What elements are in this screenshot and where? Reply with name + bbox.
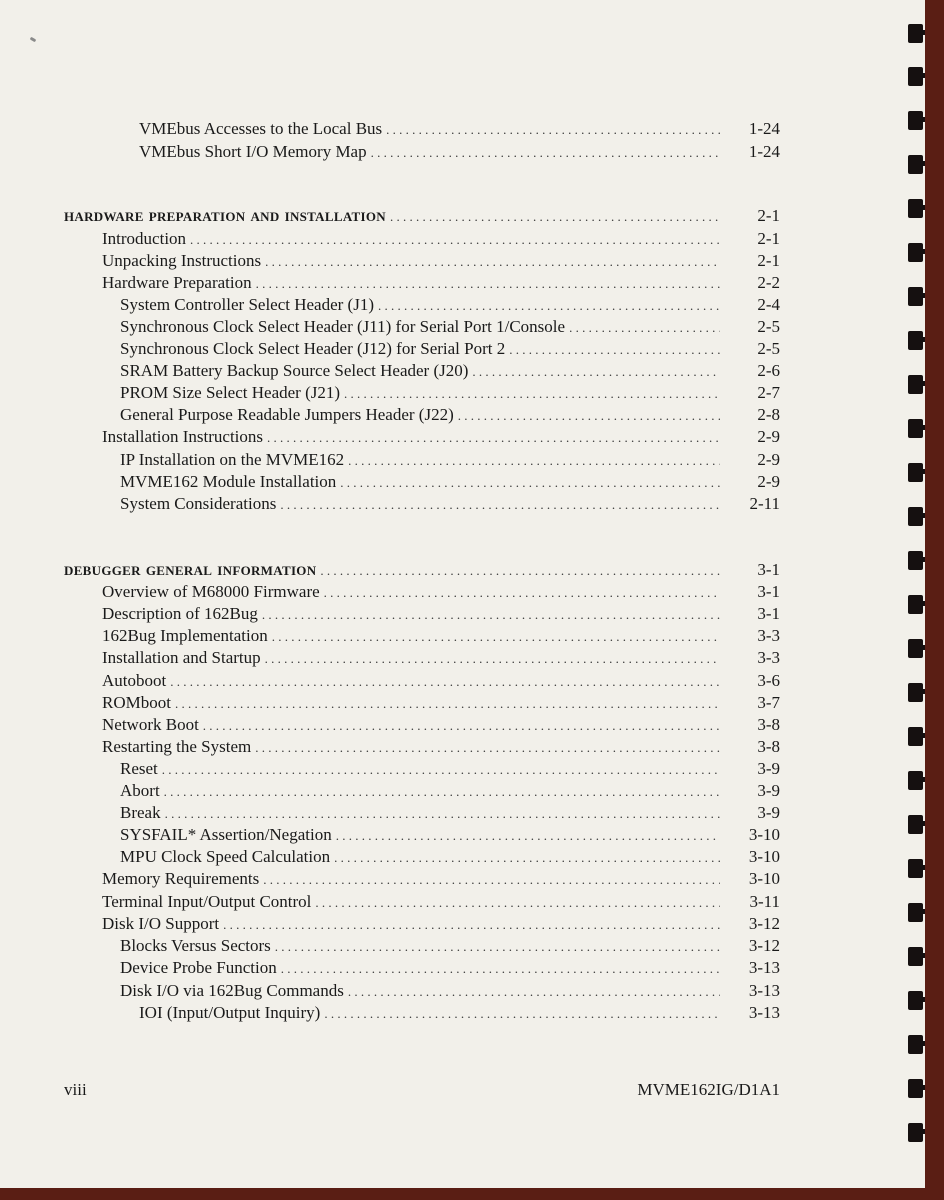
paper-speck [30, 37, 37, 43]
binding-hole [908, 199, 923, 218]
toc-entry-title: Introduction [102, 229, 187, 248]
leader-dots [348, 980, 720, 1003]
toc-entry-page: 3-3 [757, 648, 780, 667]
toc-entry-title: Memory Requirements [102, 869, 260, 888]
leader-dots [272, 625, 720, 648]
toc-entry [120, 802, 780, 824]
leader-dots [203, 714, 720, 737]
toc-entry-page: 3-10 [748, 847, 780, 866]
toc-entry-title: SRAM Battery Backup Source Select Header (J20) [120, 361, 469, 380]
footer-page-number: viii [64, 1080, 87, 1099]
toc-entry-title: Abort [120, 781, 160, 800]
toc-entry [120, 758, 780, 780]
leader-dots [315, 891, 720, 914]
leader-dots [390, 205, 720, 228]
leader-dots [340, 471, 720, 494]
toc-entry-page: 3-13 [748, 1003, 780, 1022]
toc-entry [102, 692, 780, 714]
binding-hole [908, 507, 923, 526]
binding-hole [908, 24, 923, 43]
toc-entry [102, 250, 780, 272]
toc-entry [120, 316, 780, 338]
toc-entry-page: 3-9 [757, 781, 780, 800]
toc-entry-page: 3-9 [757, 759, 780, 778]
binding-hole [908, 243, 923, 262]
toc-entry-title: Network Boot [102, 715, 199, 734]
toc-entry-page: 3-1 [757, 604, 780, 623]
binding-hole [908, 551, 923, 570]
binding-hole [908, 1035, 923, 1054]
toc-entry-title: Reset [120, 759, 158, 778]
chapter-title: debugger general information [64, 559, 317, 580]
toc-entry-page: 3-1 [757, 582, 780, 601]
chapter-heading [64, 205, 780, 227]
leader-dots [378, 294, 720, 317]
toc-entry-page: 2-1 [757, 229, 780, 248]
leader-dots [275, 935, 720, 958]
toc-entry-page: 2-11 [749, 494, 780, 513]
toc-entry-page: 3-13 [748, 958, 780, 977]
toc-entry [120, 294, 780, 316]
leader-dots [262, 603, 720, 626]
chapter-page: 2-1 [757, 206, 780, 225]
toc-entry-page: 3-8 [757, 715, 780, 734]
toc-entry [120, 338, 780, 360]
binding-hole [908, 1079, 923, 1098]
toc-entry [102, 868, 780, 890]
toc-entry [120, 980, 780, 1002]
binding-hole [908, 683, 923, 702]
toc-entry-title: Installation and Startup [102, 648, 261, 667]
toc-entry-title: VMEbus Accesses to the Local Bus [139, 119, 383, 138]
toc-entry-title: Break [120, 803, 161, 822]
toc-entry-title: Autoboot [102, 671, 167, 690]
leader-dots [281, 957, 720, 980]
toc-entry-title: Hardware Preparation [102, 273, 252, 292]
binding-hole [908, 287, 923, 306]
toc-entry-title: Device Probe Function [120, 958, 277, 977]
toc-entry-title: IOI (Input/Output Inquiry) [139, 1003, 321, 1022]
binding-hole [908, 111, 923, 130]
toc-entry [102, 625, 780, 647]
toc-entry-page: 3-12 [748, 936, 780, 955]
toc-entry-page: 2-2 [757, 273, 780, 292]
toc-entry-title: SYSFAIL* Assertion/Negation [120, 825, 332, 844]
toc-entry-page: 2-5 [757, 317, 780, 336]
toc-entry-title: Restarting the System [102, 737, 252, 756]
toc-entry-title: Overview of M68000 Firmware [102, 582, 320, 601]
toc-entry-title: Disk I/O Support [102, 914, 220, 933]
toc-entry [102, 736, 780, 758]
leader-dots [320, 559, 720, 582]
leader-dots [324, 581, 720, 604]
binding-hole [908, 727, 923, 746]
toc-entry [120, 449, 780, 471]
toc-entry-page: 2-7 [757, 383, 780, 402]
toc-entry-page: 2-9 [757, 450, 780, 469]
toc-entry-title: System Considerations [120, 494, 277, 513]
toc-entry-title: MVME162 Module Installation [120, 472, 337, 491]
toc-entry [120, 493, 780, 515]
leader-dots [267, 426, 720, 449]
leader-dots [336, 824, 720, 847]
leader-dots [175, 692, 720, 715]
binding-hole [908, 991, 923, 1010]
toc-entry [120, 824, 780, 846]
toc-entry [102, 714, 780, 736]
leader-dots [164, 780, 720, 803]
toc-entry [120, 404, 780, 426]
toc-entry-title: VMEbus Short I/O Memory Map [139, 142, 367, 161]
toc-entry-title: Blocks Versus Sectors [120, 936, 271, 955]
toc-entry-page: 3-10 [748, 869, 780, 888]
binding-hole [908, 155, 923, 174]
binding-hole [908, 595, 923, 614]
leader-dots [569, 316, 720, 339]
leader-dots [348, 449, 720, 472]
toc-entry [102, 272, 780, 294]
chapter-title: hardware preparation and installation [64, 205, 386, 226]
leader-dots [265, 647, 720, 670]
toc-entry-page: 2-8 [757, 405, 780, 424]
toc-entry [139, 141, 780, 163]
toc-entry-page: 2-4 [757, 295, 780, 314]
binding-hole [908, 771, 923, 790]
toc-entry-title: Synchronous Clock Select Header (J12) for Serial Port 2 [120, 339, 506, 358]
toc-entry-title: MPU Clock Speed Calculation [120, 847, 331, 866]
toc-entry-page: 2-1 [757, 251, 780, 270]
leader-dots [280, 493, 720, 516]
toc-entry-page: 2-6 [757, 361, 780, 380]
toc-entry [102, 228, 780, 250]
leader-dots [263, 868, 720, 891]
toc-entry-page: 3-6 [757, 671, 780, 690]
toc-entry [120, 471, 780, 493]
binding-hole [908, 375, 923, 394]
leader-dots [162, 758, 720, 781]
toc-entry [102, 891, 780, 913]
leader-dots [386, 118, 720, 141]
toc-entry-page: 3-3 [757, 626, 780, 645]
toc-entry [102, 670, 780, 692]
toc-entry-page: 3-9 [757, 803, 780, 822]
toc-entry [120, 360, 780, 382]
toc-entry [120, 846, 780, 868]
toc-entry-title: Description of 162Bug [102, 604, 258, 623]
toc-entry-page: 3-8 [757, 737, 780, 756]
binding-hole [908, 903, 923, 922]
leader-dots [334, 846, 720, 869]
toc-entry [102, 426, 780, 448]
toc-entry [102, 603, 780, 625]
toc-entry-title: ROMboot [102, 693, 171, 712]
toc-entry-page: 2-9 [757, 472, 780, 491]
binding-hole [908, 815, 923, 834]
footer-document-id: MVME162IG/D1A1 [637, 1080, 780, 1099]
leader-dots [324, 1002, 720, 1025]
toc-entry [102, 581, 780, 603]
leader-dots [190, 228, 720, 251]
leader-dots [255, 736, 720, 759]
binding-hole [908, 947, 923, 966]
leader-dots [458, 404, 720, 427]
binding-hole [908, 463, 923, 482]
toc-entry-page: 2-5 [757, 339, 780, 358]
toc-entry [120, 935, 780, 957]
toc-entry [139, 1002, 780, 1024]
toc-entry-title: Installation Instructions [102, 427, 264, 446]
toc-entry-title: 162Bug Implementation [102, 626, 268, 645]
toc-entry-title: Disk I/O via 162Bug Commands [120, 981, 344, 1000]
toc-entry [120, 957, 780, 979]
toc-entry-page: 1-24 [748, 142, 780, 161]
toc-entry-title: IP Installation on the MVME162 [120, 450, 345, 469]
binding-hole [908, 67, 923, 86]
toc-entry-title: Synchronous Clock Select Header (J11) for Serial Port 1/Console [120, 317, 566, 336]
toc-entry-page: 3-11 [749, 892, 780, 911]
toc-entry-title: System Controller Select Header (J1) [120, 295, 374, 314]
toc-entry [102, 913, 780, 935]
spiral-binding [901, 0, 925, 1188]
leader-dots [256, 272, 720, 295]
toc-entry [102, 647, 780, 669]
toc-entry-title: Unpacking Instructions [102, 251, 262, 270]
leader-dots [371, 141, 720, 164]
toc-entry-page: 2-9 [757, 427, 780, 446]
toc-entry-title: Terminal Input/Output Control [102, 892, 312, 911]
leader-dots [170, 670, 720, 693]
binding-hole [908, 331, 923, 350]
chapter-heading [64, 559, 780, 581]
toc-entry-title: PROM Size Select Header (J21) [120, 383, 341, 402]
toc-entry-page: 3-10 [748, 825, 780, 844]
leader-dots [472, 360, 720, 383]
binding-hole [908, 1123, 923, 1142]
leader-dots [165, 802, 720, 825]
toc-entry [139, 118, 780, 140]
leader-dots [265, 250, 720, 273]
binding-hole [908, 639, 923, 658]
toc-entry-page: 3-7 [757, 693, 780, 712]
toc-entry-page: 1-24 [748, 119, 780, 138]
leader-dots [509, 338, 720, 361]
binding-hole [908, 419, 923, 438]
toc-entry-title: General Purpose Readable Jumpers Header (J22) [120, 405, 454, 424]
binding-hole [908, 859, 923, 878]
chapter-page: 3-1 [757, 560, 780, 579]
leader-dots [223, 913, 720, 936]
toc-entry-page: 3-12 [748, 914, 780, 933]
leader-dots [344, 382, 720, 405]
toc-entry [120, 780, 780, 802]
toc-entry-page: 3-13 [748, 981, 780, 1000]
toc-entry [120, 382, 780, 404]
